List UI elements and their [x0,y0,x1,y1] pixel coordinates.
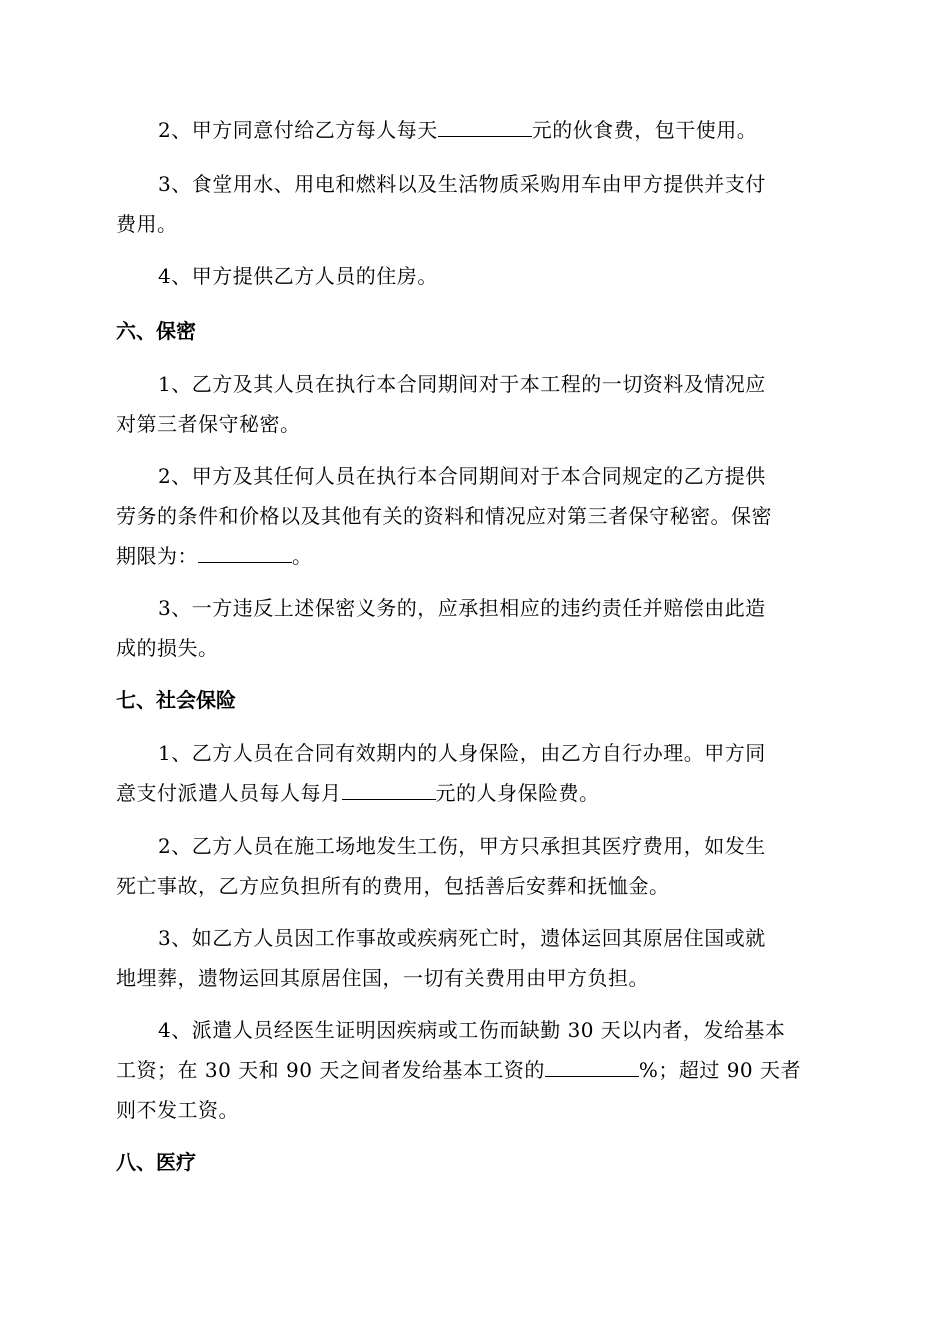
clause-5-3-line2: 费用。 [116,212,178,236]
clause-7-1-line2 [116,773,824,813]
clause-7-3 [116,918,824,998]
fill-blank-confidentiality-period[interactable] [198,544,292,563]
fill-blank-wage-percentage[interactable] [545,1058,639,1077]
clause-6-2-line2: 劳务的条件和价格以及其他有关的资料和情况应对第三者保守秘密。保密 [116,504,772,528]
clause-5-4 [116,256,824,296]
clause-5-4-text: 4、甲方提供乙方人员的住房。 [158,264,438,288]
clause-5-3-line1: 3、食堂用水、用电和燃料以及生活物质采购用车由甲方提供并支付 [158,172,766,196]
clause-7-4-line3: 则不发工资。 [116,1098,239,1122]
clause-7-2-line2: 死亡事故，乙方应负担所有的费用，包括善后安葬和抚恤金。 [116,874,670,898]
clause-6-3-line1: 3、一方违反上述保密义务的，应承担相应的违约责任并赔偿由此造 [158,596,766,620]
clause-6-2-line3-after: 。 [292,544,313,568]
clause-6-2-line3 [116,536,824,576]
clause-7-4 [116,1010,824,1130]
clause-6-3-line2: 成的损失。 [116,636,219,660]
clause-7-1-line2-after: 元的人身保险费。 [435,781,600,805]
fill-blank-meal-allowance[interactable] [438,118,532,137]
clause-6-2 [116,456,824,576]
clause-7-1-line1: 1、乙方人员在合同有效期内的人身保险，由乙方自行办理。甲方同 [158,741,766,765]
clause-7-4-line2-before: 工资；在 30 天和 90 天之间者发给基本工资的 [116,1058,545,1082]
section-8-title: 八、医疗 [116,1150,196,1174]
clause-5-2-text-before: 2、甲方同意付给乙方每人每天 [158,118,438,142]
clause-7-1-line2-before: 意支付派遣人员每人每月 [116,781,342,805]
clause-7-1 [116,733,824,813]
clause-6-3 [116,588,824,668]
clause-7-4-line2 [116,1050,824,1090]
clause-7-4-line2-after: %；超过 90 天者 [638,1058,801,1082]
clause-6-2-line1: 2、甲方及其任何人员在执行本合同期间对于本合同规定的乙方提供 [158,464,766,488]
clause-6-2-line3-before: 期限为： [116,544,198,568]
clause-6-1-line2: 对第三者保守秘密。 [116,412,301,436]
clause-5-2-text-after: 元的伙食费，包干使用。 [531,118,758,142]
clause-5-3 [116,164,824,244]
clause-7-2 [116,826,824,906]
clause-7-3-line2: 地埋葬，遗物运回其原居住国，一切有关费用由甲方负担。 [116,966,649,990]
section-6-title: 六、保密 [116,319,196,343]
clause-7-2-line1: 2、乙方人员在施工场地发生工伤，甲方只承担其医疗费用，如发生 [158,834,766,858]
clause-7-3-line1: 3、如乙方人员因工作事故或疾病死亡时，遗体运回其原居住国或就 [158,926,766,950]
clause-7-4-line1: 4、派遣人员经医生证明因疾病或工伤而缺勤 30 天以内者，发给基本 [158,1018,786,1042]
fill-blank-insurance-fee[interactable] [342,781,436,800]
section-7-title: 七、社会保险 [116,688,236,712]
clause-5-2 [116,110,824,150]
clause-6-1-line1: 1、乙方及其人员在执行本合同期间对于本工程的一切资料及情况应 [158,372,766,396]
clause-6-1 [116,364,824,444]
